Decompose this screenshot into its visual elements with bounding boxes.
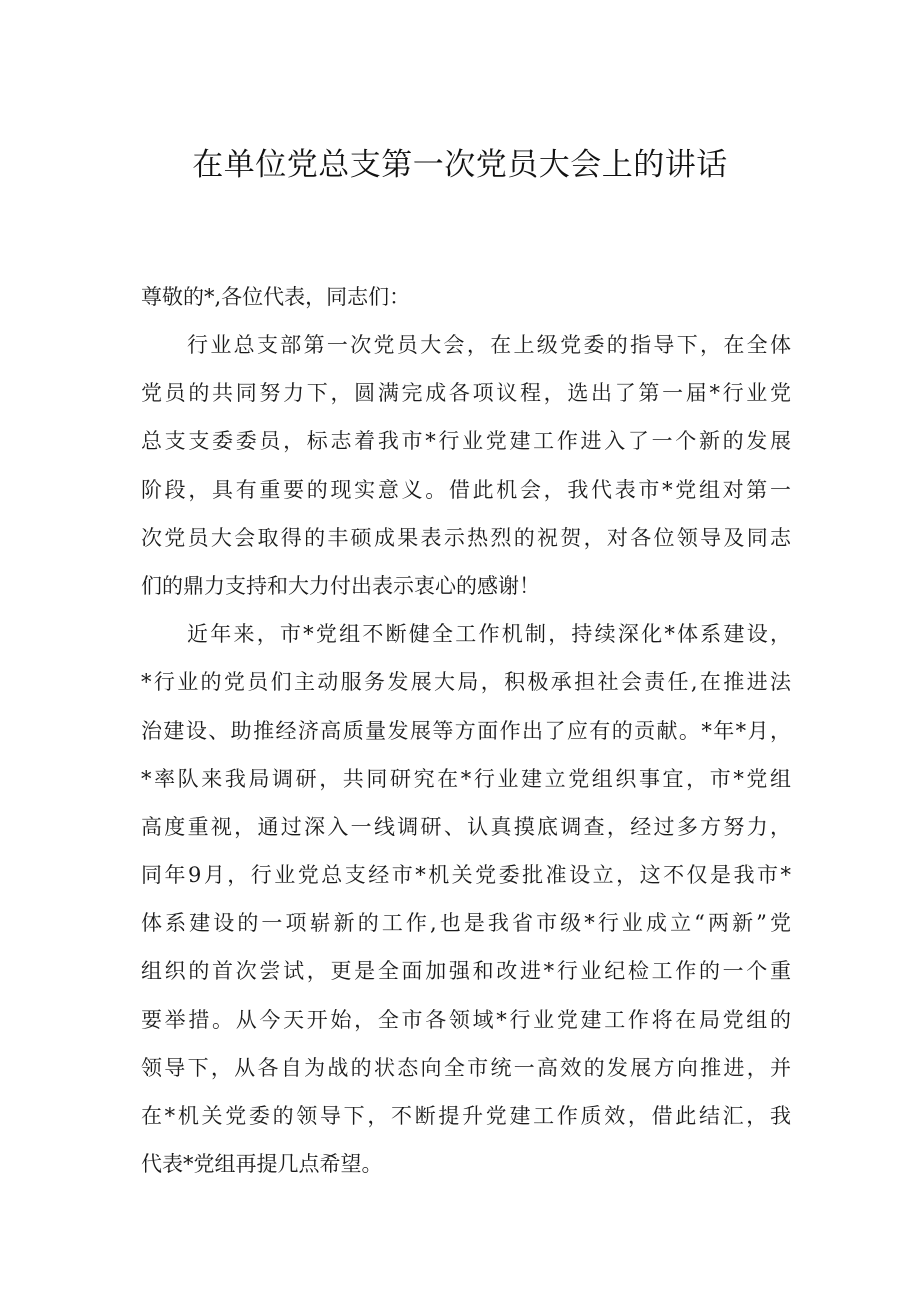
paragraph-line: 总支支委委员，标志着我市*行业党建工作进入了一个新的发展 [141, 429, 791, 454]
paragraph [141, 616, 791, 1194]
document-title: 在单位党总支第一次党员大会上的讲话 [192, 147, 728, 183]
paragraph-line: 代表*党组再提几点希望。 [141, 1152, 383, 1177]
paragraph-line: 在*机关党委的领导下，不断提升党建工作质效，借此结汇，我 [141, 1104, 791, 1128]
paragraph-line: *行业的党员们主动服务发展大局，积极承担社会责任,在推进法 [141, 670, 791, 695]
paragraph-line: 次党员大会取得的丰硕成果表示热烈的祝贺，对各位领导及同志 [141, 525, 791, 550]
paragraph-line: 组织的首次尝试，更是全面加强和改进*行业纪检工作的一个重 [141, 959, 791, 984]
document-body [141, 327, 791, 1194]
paragraph-line: 党员的共同努力下，圆满完成各项议程，选出了第一届*行业党 [141, 381, 791, 406]
salutation: 尊敬的*,各位代表，同志们： [141, 285, 411, 309]
paragraph-line: 们的鼎力支持和大力付出表示衷心的感谢！ [141, 573, 540, 598]
paragraph-line: 体系建设的一项崭新的工作,也是我省市级*行业成立“两新”党 [141, 911, 791, 936]
paragraph-line: 同年9月，行业党总支经市*机关党委批准设立，这不仅是我市* [141, 863, 791, 888]
paragraph-line: 行业总支部第一次党员大会，在上级党委的指导下，在全体 [187, 333, 791, 357]
paragraph-line: *率队来我局调研，共同研究在*行业建立党组织事宜，市*党组 [141, 766, 791, 791]
paragraph [141, 327, 791, 616]
paragraph-line: 高度重视，通过深入一线调研、认真摸底调查，经过多方努力， [141, 814, 791, 839]
paragraph-line: 阶段，具有重要的现实意义。借此机会，我代表市*党组对第一 [141, 477, 791, 502]
paragraph-line: 要举措。从今天开始，全市各领域*行业党建工作将在局党组的 [141, 1007, 791, 1032]
paragraph-line: 领导下，从各自为战的状态向全市统一高效的发展方向推进，并 [141, 1055, 791, 1080]
paragraph-line: 近年来，市*党组不断健全工作机制，持续深化*体系建设， [187, 622, 791, 647]
paragraph-line: 治建设、助推经济高质量发展等方面作出了应有的贡献。*年*月， [141, 718, 791, 743]
